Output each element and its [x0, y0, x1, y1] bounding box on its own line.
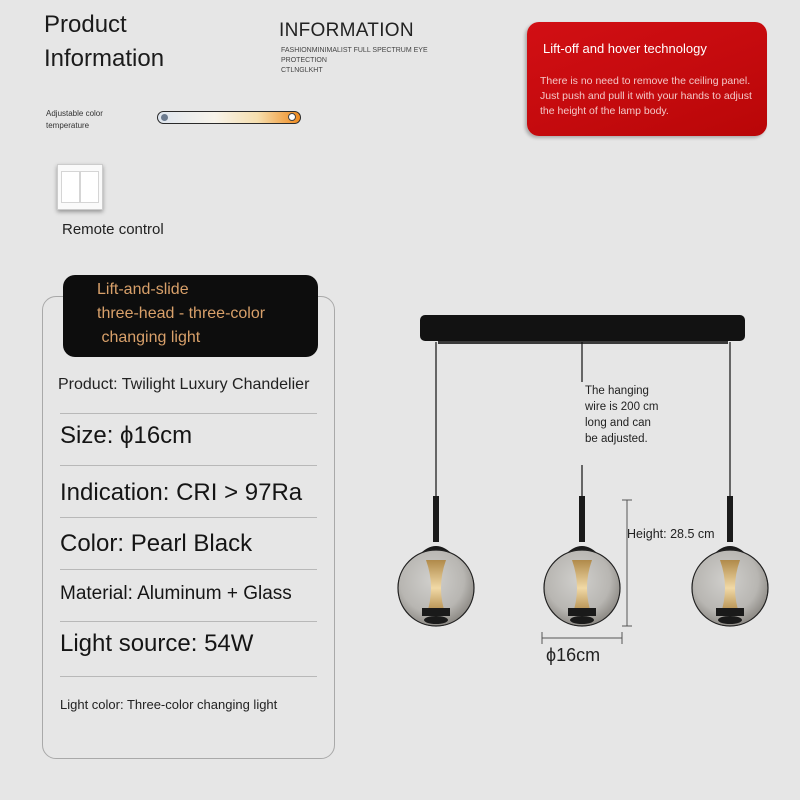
wire-note-line-4: be adjusted. [585, 433, 648, 445]
color-temperature-label-line-2: temperature [46, 121, 90, 130]
banner-line-3: changing light [97, 329, 201, 346]
diameter-label: ϕ16cm [546, 645, 601, 665]
title-line-2: Information [44, 45, 165, 72]
pendant-center [544, 496, 620, 626]
switch-left-button [61, 171, 80, 203]
height-label: Height: 28.5 cm [627, 527, 715, 541]
pendant-right [692, 496, 768, 626]
diameter-dimension [542, 632, 622, 644]
spec-light-source: Light source: 54W [60, 630, 254, 657]
pendant-left [398, 496, 474, 626]
banner-line-1: Lift-and-slide [97, 281, 189, 298]
spec-material: Material: Aluminum + Glass [60, 583, 292, 604]
info-subheading [281, 46, 461, 76]
title-line-1: Product [44, 11, 127, 38]
product-banner-text [97, 278, 265, 350]
divider [60, 676, 317, 677]
wire-note-line-2: wire is 200 cm [585, 401, 659, 413]
feature-panel [527, 22, 767, 136]
wall-switch-icon [57, 164, 103, 210]
divider [60, 517, 317, 518]
divider [60, 569, 317, 570]
spec-color: Color: Pearl Black [60, 530, 253, 557]
ceiling-canopy [420, 315, 745, 341]
switch-right-button [80, 171, 99, 203]
product-banner [63, 275, 318, 357]
spec-light-color: Light color: Three-color changing light [60, 697, 278, 712]
divider [60, 413, 317, 414]
wire-note-line-1: The hanging [585, 385, 649, 397]
color-temperature-label [46, 108, 146, 132]
info-heading: INFORMATION [279, 20, 414, 41]
color-temperature-label-line-1: Adjustable color [46, 109, 103, 118]
page-title [44, 8, 164, 76]
banner-line-2: three-head - three-color [97, 305, 266, 322]
divider [60, 465, 317, 466]
spec-size: Size: ϕ16cm [60, 422, 193, 449]
info-sub-line-2: CTLNGLKHT [281, 67, 323, 74]
cool-end-knob [161, 114, 168, 121]
remote-control-label: Remote control [62, 221, 164, 238]
wire-length-note [585, 383, 659, 447]
color-temperature-bar [157, 111, 301, 124]
wire-note-line-3: long and can [585, 417, 651, 429]
feature-panel-text: There is no need to remove the ceiling panel. Just push and pull it with your hands to adjust the height of the lamp body. [540, 75, 752, 117]
warm-end-knob [288, 113, 296, 121]
spec-product: Product: Twilight Luxury Chandelier [58, 376, 310, 393]
info-sub-line-1: FASHIONMINIMALIST FULL SPECTRUM EYE PROTECTION [281, 47, 428, 64]
feature-panel-title: Lift-off and hover technology [543, 41, 707, 56]
chandelier-illustration [390, 310, 790, 650]
product-spec-card [42, 296, 335, 759]
height-dimension [622, 500, 632, 626]
divider [60, 621, 317, 622]
canopy-edge [438, 341, 728, 344]
spec-indication: Indication: CRI > 97Ra [60, 479, 303, 506]
